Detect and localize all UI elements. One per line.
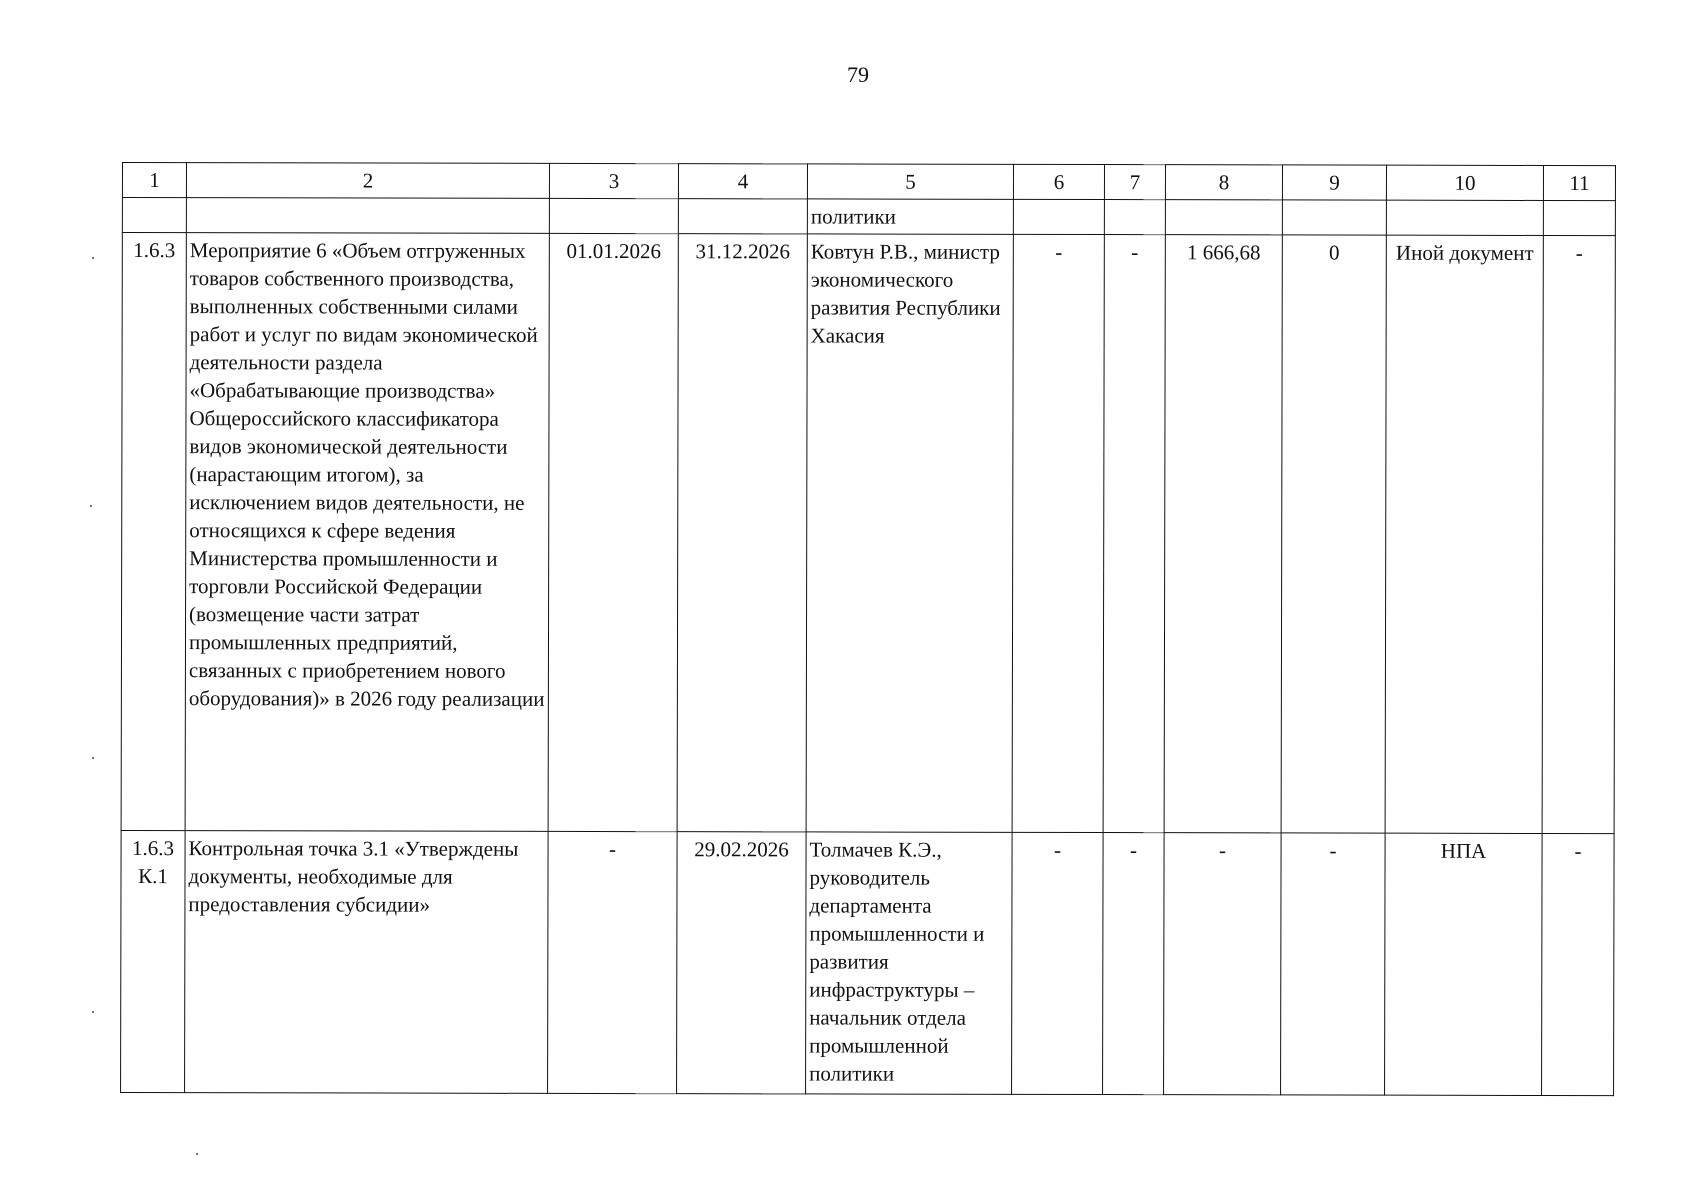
column-header-7: 7: [1104, 165, 1165, 200]
column-header-5: 5: [807, 164, 1013, 199]
column-number-header-row: [122, 163, 1615, 201]
row-col9-cell: 0: [1281, 235, 1386, 833]
scan-speck: [196, 1153, 198, 1155]
row-col10-cell: [1386, 200, 1543, 235]
row-col7-cell: -: [1103, 833, 1165, 1095]
column-header-4: 4: [678, 164, 807, 199]
row-col11-cell: -: [1542, 833, 1615, 1095]
row-col11-cell: -: [1542, 235, 1615, 833]
column-header-1: 1: [122, 163, 186, 198]
scan-speck: [92, 757, 94, 759]
plan-table-wrapper: [120, 162, 1616, 1096]
row-col10-cell: Иной документ: [1385, 235, 1543, 833]
column-header-3: 3: [549, 163, 678, 198]
row-id-cell: 1.6.3 К.1: [121, 830, 186, 1092]
row-name-cell: Мероприятие 6 «Объем отгруженных товаров собственного производства, выполненных собственными силами работ и услуг по видам экономической деятельности раздела «Обрабатывающие производства» Общероссийского классификатора видов экономической деятельности (нарастающим итогом), за исключением видов деятельности, не относящихся к сфере ведения Министерства промышленности и торговли Российской Федерации (возмещение части затрат промышленных предприятий, связанных с приобретением нового оборудования)» в 2026 году реализации: [185, 233, 549, 832]
column-header-10: 10: [1386, 165, 1543, 200]
row-responsible-cell: Ковтун Р.В., министр экономического развития Республики Хакасия: [806, 234, 1013, 832]
row-col7-cell: -: [1103, 235, 1165, 833]
plan-table: [120, 162, 1616, 1096]
row-col6-cell: [1013, 199, 1104, 234]
row-start-date-cell: -: [548, 831, 678, 1093]
row-end-date-cell: 31.12.2026: [677, 234, 807, 832]
row-end-date-cell: 29.02.2026: [677, 832, 807, 1094]
row-end-date-cell: [678, 199, 807, 234]
row-start-date-cell: 01.01.2026: [548, 233, 678, 831]
column-header-6: 6: [1013, 164, 1104, 199]
column-header-11: 11: [1543, 165, 1615, 200]
page-number: 79: [847, 62, 869, 87]
row-col8-cell: [1165, 200, 1282, 235]
scan-speck: [90, 505, 92, 507]
column-header-2: 2: [186, 163, 549, 199]
row-col8-cell: 1 666,68: [1164, 235, 1282, 833]
row-col10-cell: НПА: [1385, 833, 1543, 1095]
table-row-continuation: [122, 198, 1615, 236]
table-row-checkpoint: [121, 830, 1615, 1095]
row-id-cell: 1.6.3: [121, 233, 186, 831]
row-responsible-cell: Толмачев К.Э., руководитель департамента промышленности и развития инфраструктуры – начальник отдела промышленной политики: [806, 832, 1013, 1094]
scan-speck: [92, 1011, 94, 1013]
row-col8-cell: -: [1164, 833, 1282, 1095]
column-header-8: 8: [1165, 165, 1282, 200]
scan-speck: [92, 257, 94, 259]
row-col7-cell: [1104, 200, 1165, 235]
row-col6-cell: -: [1012, 832, 1104, 1094]
row-col6-cell: -: [1012, 234, 1104, 832]
row-id-cell: [122, 198, 186, 233]
row-col11-cell: [1543, 200, 1615, 235]
column-header-9: 9: [1282, 165, 1386, 200]
row-col9-cell: -: [1281, 833, 1386, 1095]
row-col9-cell: [1282, 200, 1386, 235]
table-row-activity: [121, 233, 1615, 834]
row-start-date-cell: [549, 198, 678, 233]
row-name-cell: [186, 198, 549, 234]
row-name-cell: Контрольная точка 3.1 «Утверждены документы, необходимые для предоставления субсидии»: [185, 831, 549, 1094]
row-responsible-cell: политики: [807, 199, 1013, 234]
